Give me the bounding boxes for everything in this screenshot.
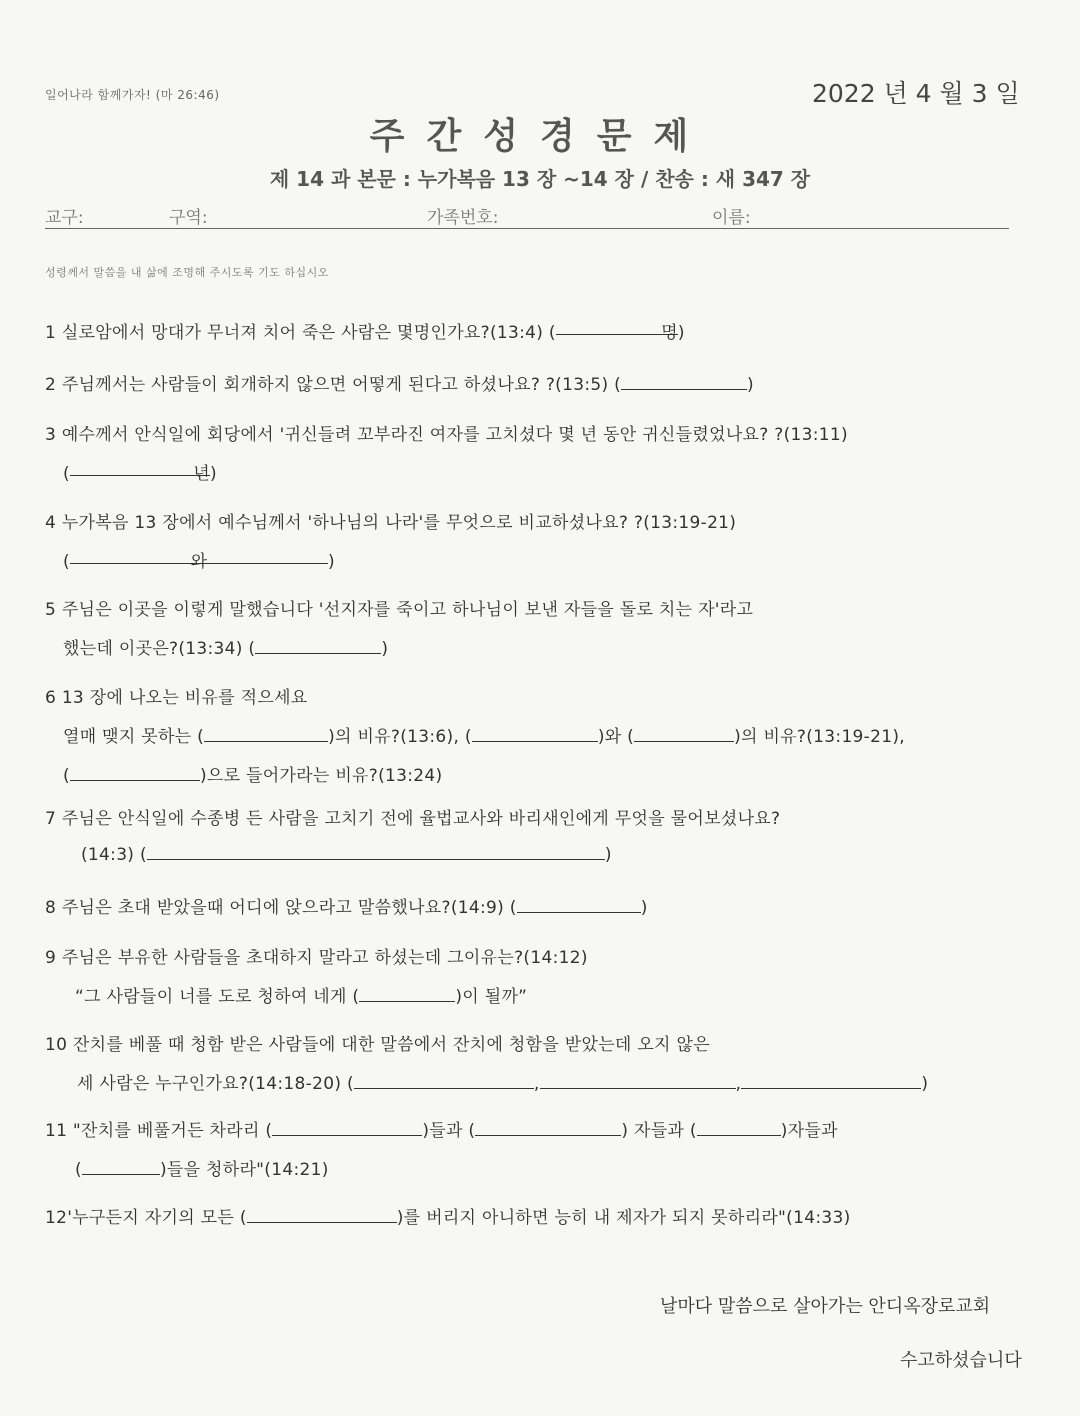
zone-field-label: 구역: xyxy=(169,208,208,228)
close-paren: ) xyxy=(747,375,754,395)
question-9-text-part: “그 사람들이 너를 도로 청하여 네게 ( xyxy=(75,987,360,1007)
question-8-text: 8 주님은 초대 받았을때 어디에 앉으라고 말씀했나요?(14:9) ( xyxy=(45,898,517,918)
answer-blank[interactable] xyxy=(354,1072,534,1089)
question-11-text-part: )들과 ( xyxy=(422,1121,476,1141)
answer-blank[interactable] xyxy=(247,1206,397,1223)
close-paren: ) xyxy=(921,1074,929,1094)
open-paren: ( xyxy=(63,552,70,572)
question-5-text-cont: 했는데 이곳은?(13:34) ( xyxy=(63,639,256,659)
answer-blank[interactable] xyxy=(741,1072,921,1089)
answer-blank[interactable] xyxy=(517,896,641,913)
question-2-text: 2 주님께서는 사람들이 회개하지 않으면 어떻게 된다고 하셨나요? ?(13:5) ( xyxy=(45,375,622,395)
question-7 xyxy=(45,804,780,865)
question-2 xyxy=(45,370,754,395)
close-paren: ) xyxy=(604,845,612,865)
answer-blank[interactable] xyxy=(204,725,328,742)
question-4-text: 4 누가복음 13 장에서 예수님께서 '하나님의 나라'를 무엇으로 비교하셨나요? ?(13:19-21) xyxy=(45,513,737,533)
question-6-text: 6 13 장에 나오는 비유를 적으세요 xyxy=(45,688,308,708)
question-6 xyxy=(45,683,905,786)
question-6-text-part: )으로 들어가라는 비유?(13:24) xyxy=(199,766,443,786)
comma-separator: , xyxy=(735,1074,742,1094)
question-4 xyxy=(45,508,736,572)
page-title: 주간성경문제 xyxy=(369,116,711,157)
district-field-label: 교구: xyxy=(45,208,84,228)
answer-blank[interactable] xyxy=(70,547,328,572)
question-6-text-part: )의 비유?(13:6), ( xyxy=(328,727,472,747)
answer-blank[interactable] xyxy=(82,1158,160,1175)
unit-label: 명 xyxy=(661,323,678,343)
question-9-text: 9 주님은 부유한 사람들을 초대하지 말라고 하셨는데 그이유는?(14:12) xyxy=(45,948,588,968)
question-10 xyxy=(45,1030,928,1094)
closing-note: 수고하셨습니다 xyxy=(900,1350,1022,1371)
motto-text: 일어나라 함께가자! (마 26:46) xyxy=(45,88,220,102)
answer-blank[interactable] xyxy=(70,764,200,781)
lesson-subtitle: 제 14 과 본문 : 누가복음 13 장 ~14 장 / 찬송 : 새 347 장 xyxy=(269,167,811,191)
question-1 xyxy=(45,318,685,343)
question-11-text-part: 11 "잔치를 베풀거든 차라리 ( xyxy=(45,1121,273,1141)
question-1-text: 1 실로암에서 망대가 무너져 치어 죽은 사람은 몇명인가요?(13:4) ( xyxy=(45,323,556,343)
question-11-text-part: )자들과 xyxy=(780,1121,838,1141)
answer-blank[interactable] xyxy=(556,318,678,343)
question-10-text: 10 잔치를 베풀 때 청함 받은 사람들에 대한 말씀에서 잔치에 청함을 받았는데 오지 않은 xyxy=(45,1035,710,1055)
answer-blank[interactable] xyxy=(697,1119,781,1136)
question-12 xyxy=(45,1203,851,1228)
question-5 xyxy=(45,595,753,659)
name-field-label: 이름: xyxy=(712,208,751,228)
question-11-text-part: )들을 청하라"(14:21) xyxy=(159,1160,329,1180)
question-10-text-cont: 세 사람은 누구인가요?(14:18-20) ( xyxy=(77,1074,354,1094)
question-3 xyxy=(45,420,848,484)
answer-blank[interactable] xyxy=(540,1072,736,1089)
question-7-text-cont: (14:3) ( xyxy=(81,845,147,865)
answer-blank[interactable] xyxy=(621,373,747,390)
question-6-text-part: )의 비유?(13:19-21), xyxy=(734,727,905,747)
church-name: 날마다 말씀으로 살아가는 안디옥장로교회 xyxy=(660,1296,991,1317)
family-number-field-label: 가족번호: xyxy=(427,208,499,228)
question-11 xyxy=(45,1116,838,1180)
close-paren: ) xyxy=(209,464,217,484)
question-6-text-part: 열매 맺지 못하는 ( xyxy=(63,727,205,747)
question-12-text-part: 12'누구든지 자기의 모든 ( xyxy=(45,1208,247,1228)
question-9-text-part: )이 될까” xyxy=(455,987,528,1007)
question-6-text-part: )와 ( xyxy=(597,727,635,747)
comma-separator: , xyxy=(533,1074,540,1094)
answer-blank[interactable] xyxy=(634,725,734,742)
question-7-text: 7 주님은 안식일에 수종병 든 사람을 고치기 전에 율법교사와 바리새인에게 무엇을 물어보셨나요? xyxy=(45,809,781,829)
close-paren: ) xyxy=(381,639,389,659)
answer-blank[interactable] xyxy=(472,725,598,742)
date-text: 2022 년 4 월 3 일 xyxy=(812,79,1020,108)
question-9 xyxy=(45,943,588,1007)
answer-blank[interactable] xyxy=(272,1119,422,1136)
prayer-instruction: 성령께서 말씀을 내 삶에 조명해 주시도록 기도 하십시오 xyxy=(45,266,329,279)
question-11-text-part: ) 자들과 ( xyxy=(621,1121,697,1141)
open-paren: ( xyxy=(63,766,70,786)
answer-blank[interactable] xyxy=(70,459,210,484)
open-paren: ( xyxy=(63,464,70,484)
close-paren: ) xyxy=(640,898,648,918)
separator-label: 와 xyxy=(190,552,208,572)
answer-blank[interactable] xyxy=(475,1119,621,1136)
answer-blank[interactable] xyxy=(147,843,605,860)
close-paren: ) xyxy=(677,323,685,343)
question-5-text: 5 주님은 이곳을 이렇게 말했습니다 '선지자를 죽이고 하나님이 보낸 자들을 돌로 치는 자'라고 xyxy=(45,600,754,620)
question-3-text: 3 예수께서 안식일에 회당에서 '귀신들려 꼬부라진 여자를 고치셨다 몇 년 동안 귀신들렸었나요? ?(13:11) xyxy=(45,425,848,445)
answer-blank[interactable] xyxy=(359,985,455,1002)
open-paren: ( xyxy=(75,1160,82,1180)
answer-blank[interactable] xyxy=(255,637,381,654)
unit-label: 년 xyxy=(193,464,210,484)
question-8 xyxy=(45,893,648,918)
question-12-text-part: )를 버리지 아니하면 능히 내 제자가 되지 못하리라"(14:33) xyxy=(396,1208,851,1228)
close-paren: ) xyxy=(327,552,335,572)
info-fields-row xyxy=(45,203,1009,229)
